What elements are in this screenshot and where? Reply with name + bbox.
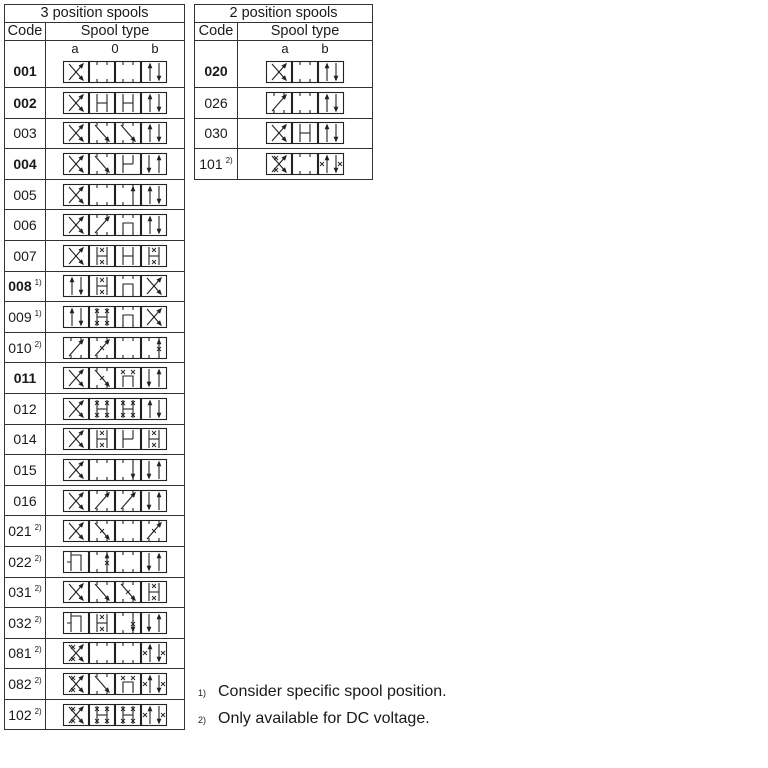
spool-symbol [238, 88, 373, 119]
table-row [5, 608, 185, 639]
spool-symbol [46, 332, 185, 363]
spool-symbol-icon [46, 641, 184, 665]
spool-symbol [238, 118, 373, 149]
spool-symbol-icon [46, 213, 184, 237]
code-value: 002 [13, 94, 37, 111]
spool-symbol-icon [46, 611, 184, 635]
table-row [5, 302, 185, 333]
table-title: 2 position spools [195, 5, 373, 23]
spool-symbol [46, 455, 185, 486]
spool-code [5, 424, 46, 455]
code-value: 032 [8, 614, 32, 631]
table-row [195, 149, 373, 180]
spool-symbol [46, 393, 185, 424]
spool-symbol [46, 669, 185, 700]
position-labels [46, 41, 184, 56]
footnote-ref: 2) [34, 676, 42, 686]
footnote-text: Consider specific spool position. [218, 683, 447, 700]
code-value: 010 [8, 339, 32, 356]
footnote-ref: 1) [34, 278, 42, 288]
spool-code [195, 41, 238, 88]
spool-symbol [46, 41, 185, 88]
code-header: Code [5, 23, 46, 41]
position-label: a [71, 41, 79, 56]
spool-code [5, 546, 46, 577]
spool-symbol-icon [46, 244, 184, 268]
table-row [5, 577, 185, 608]
footnote-ref: 2) [225, 155, 233, 165]
spool-symbol [46, 546, 185, 577]
position-label: a [281, 41, 289, 56]
code-value: 008 [8, 278, 32, 295]
position-label: b [151, 41, 159, 56]
code-header: Code [195, 23, 238, 41]
code-value: 102 [8, 706, 32, 723]
spool-code [5, 210, 46, 241]
code-value: 004 [13, 155, 37, 172]
table-row [5, 455, 185, 486]
spool-code [5, 88, 46, 119]
spool-type-header: Spool type [46, 23, 185, 41]
table-title: 3 position spools [5, 5, 185, 23]
spool-symbol [46, 424, 185, 455]
code-value: 014 [13, 431, 37, 448]
spool-code [5, 669, 46, 700]
spool-symbol-icon [46, 672, 184, 696]
table-row [5, 332, 185, 363]
code-value: 003 [13, 125, 37, 142]
spool-code [5, 302, 46, 333]
spool-symbol [46, 118, 185, 149]
spool-symbol-icon [46, 152, 184, 176]
spool-symbol-icon [46, 183, 184, 207]
spool-symbol-icon [46, 550, 184, 574]
position-label: 0 [111, 41, 119, 56]
spool-code [195, 149, 238, 180]
spool-symbol-icon [46, 60, 184, 84]
code-value: 012 [13, 400, 37, 417]
spool-code [5, 118, 46, 149]
spool-symbol [46, 638, 185, 669]
table-row [5, 638, 185, 669]
table-row [5, 149, 185, 180]
code-value: 026 [204, 94, 228, 111]
code-value: 031 [8, 584, 32, 601]
spool-symbol-icon [238, 60, 372, 84]
spool-symbol-icon [238, 152, 372, 176]
spool-symbol [46, 149, 185, 180]
spool-symbol-icon [46, 703, 184, 727]
spool-symbol [238, 41, 373, 88]
spool-symbol-icon [46, 458, 184, 482]
spool-symbol-icon [46, 427, 184, 451]
footnote-ref: 2) [34, 645, 42, 655]
spool-code [5, 179, 46, 210]
spool-symbol-icon [46, 519, 184, 543]
spool-code [195, 88, 238, 119]
spool-symbol [46, 271, 185, 302]
spool-symbol-icon [238, 91, 372, 115]
spool-symbol-icon [238, 121, 372, 145]
table-row [5, 669, 185, 700]
code-value: 001 [13, 63, 37, 79]
footnote-ref: 2) [34, 584, 42, 594]
spool-code [5, 363, 46, 394]
spool-symbol-icon [46, 336, 184, 360]
code-value: 082 [8, 676, 32, 693]
code-value: 101 [199, 155, 223, 172]
code-value: 011 [13, 370, 37, 387]
code-value: 006 [13, 217, 37, 234]
spool-symbol-icon [46, 121, 184, 145]
table-row [195, 41, 373, 88]
table-row [5, 118, 185, 149]
table-row [5, 546, 185, 577]
spool-symbol [46, 485, 185, 516]
table-row [5, 699, 185, 730]
spool-symbol [46, 302, 185, 333]
footnote-mark: 2) [198, 715, 207, 725]
table-row [5, 240, 185, 271]
spool-symbol [46, 608, 185, 639]
spool-symbol-icon [46, 305, 184, 329]
footnote-ref: 2) [34, 706, 42, 716]
spool-code [5, 332, 46, 363]
code-value: 015 [13, 461, 37, 478]
code-value: 009 [8, 308, 32, 325]
spool-code [5, 240, 46, 271]
spool-code [5, 455, 46, 486]
spool-symbol [46, 577, 185, 608]
table-row [5, 88, 185, 119]
spool-code [5, 577, 46, 608]
spool-code [5, 149, 46, 180]
code-value: 016 [13, 492, 37, 509]
position-label: b [321, 41, 329, 56]
footnote [198, 710, 447, 737]
spool-code [5, 485, 46, 516]
table-row [5, 363, 185, 394]
table-row [5, 393, 185, 424]
table-row [5, 210, 185, 241]
two-position-spools-table [194, 4, 373, 180]
code-value: 022 [8, 553, 32, 570]
footnote-ref: 2) [34, 553, 42, 563]
spool-code [5, 699, 46, 730]
spool-symbol [46, 210, 185, 241]
code-value: 005 [13, 186, 37, 203]
footnote-ref: 2) [34, 614, 42, 624]
spool-code [5, 608, 46, 639]
spool-code [5, 516, 46, 547]
spool-code [5, 271, 46, 302]
spool-symbol [46, 88, 185, 119]
spool-symbol [46, 363, 185, 394]
three-position-spools-table [4, 4, 185, 730]
spool-symbol [46, 179, 185, 210]
table-row [5, 41, 185, 88]
table-row [5, 516, 185, 547]
spool-symbol-icon [46, 489, 184, 513]
code-value: 030 [204, 125, 228, 142]
footnote-ref: 2) [34, 339, 42, 349]
spool-code [195, 118, 238, 149]
position-labels [238, 41, 372, 56]
code-value: 021 [8, 523, 32, 540]
code-value: 007 [13, 247, 37, 264]
spool-code [5, 638, 46, 669]
table-row [195, 88, 373, 119]
spool-type-header: Spool type [238, 23, 373, 41]
code-value: 020 [204, 63, 228, 79]
code-value: 081 [8, 645, 32, 662]
table-row [5, 424, 185, 455]
table-row [5, 179, 185, 210]
footnote-ref: 2) [34, 523, 42, 533]
spool-symbol-icon [46, 91, 184, 115]
footnote-text: Only available for DC voltage. [218, 710, 430, 727]
spool-symbol [46, 699, 185, 730]
spool-symbol-icon [46, 366, 184, 390]
spool-symbol-icon [46, 274, 184, 298]
footnote-mark: 1) [198, 688, 207, 698]
table-row [5, 271, 185, 302]
footnote [198, 683, 447, 710]
spool-symbol-icon [46, 580, 184, 604]
footnotes [198, 683, 447, 737]
footnote-ref: 1) [34, 308, 42, 318]
table-row [5, 485, 185, 516]
spool-symbol [46, 516, 185, 547]
spool-symbol-icon [46, 397, 184, 421]
spool-symbol [46, 240, 185, 271]
spool-code [5, 41, 46, 88]
spool-symbol [238, 149, 373, 180]
table-row [195, 118, 373, 149]
spool-code [5, 393, 46, 424]
